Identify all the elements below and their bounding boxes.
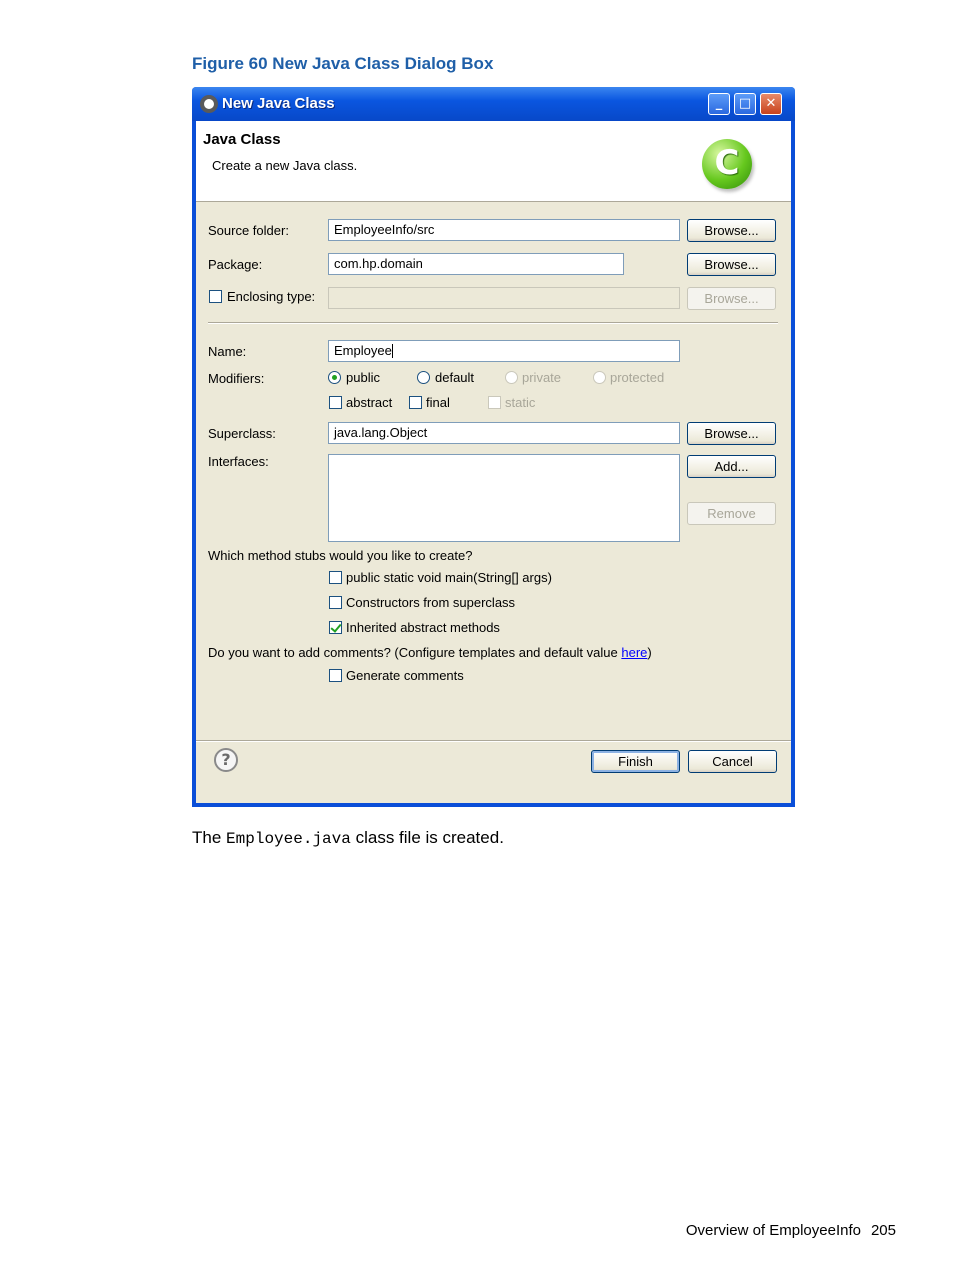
browse-package-button[interactable]: Browse... [687,253,776,276]
source-folder-label: Source folder: [208,223,289,238]
minimize-button[interactable]: _ [708,93,730,115]
enclosing-type-input [328,287,680,309]
class-file-name: Employee.java [226,830,351,848]
header-title: Java Class [203,131,281,148]
remove-interface-button: Remove [687,502,776,525]
name-input[interactable] [328,340,680,362]
interfaces-list[interactable] [328,454,680,542]
source-folder-input[interactable]: EmployeeInfo/src [328,219,680,241]
final-checkbox[interactable] [409,396,422,409]
final-checkbox-label: final [426,395,450,410]
page-footer [686,1222,896,1239]
package-label: Package: [208,257,263,272]
browse-source-folder-button[interactable]: Browse... [687,219,776,242]
title-bar[interactable] [192,87,795,121]
add-interface-button[interactable]: Add... [687,455,776,478]
eclipse-icon [200,95,218,113]
class-icon [702,139,752,189]
comments-question-end: ) [647,645,652,660]
dialog-body [196,121,791,803]
comments-question [208,645,652,660]
private-radio-label: private [522,370,562,385]
inherited-methods-checkbox[interactable] [329,621,342,634]
static-checkbox [488,396,501,409]
generate-comments-label: Generate comments [346,668,464,683]
generate-comments-checkbox[interactable] [329,669,342,682]
body-text-post: class file is created. [350,828,504,847]
page-number: 205 [870,1222,896,1239]
modifiers-label: Modifiers: [208,371,265,386]
figure-caption: Figure 60 New Java Class Dialog Box [192,54,494,73]
public-radio-label: public [346,370,380,385]
finish-button[interactable]: Finish [591,750,680,773]
inherited-methods-label: Inherited abstract methods [346,620,500,635]
dialog-header [196,121,791,202]
class-icon-letter: C [714,143,740,183]
configure-templates-link[interactable]: here [621,645,648,660]
interfaces-label: Interfaces: [208,454,269,469]
comments-question-text: Do you want to add comments? (Configure templates and default value [208,645,622,660]
abstract-checkbox-label: abstract [346,395,393,410]
public-radio[interactable] [328,371,341,384]
main-method-checkbox[interactable] [329,571,342,584]
name-label: Name: [208,344,247,359]
enclosing-type-checkbox[interactable] [209,290,222,303]
main-method-label: public static void main(String[] args) [346,570,552,585]
text-caret [392,344,393,358]
superclass-input[interactable]: java.lang.Object [328,422,680,444]
browse-superclass-button[interactable]: Browse... [687,422,776,445]
help-icon[interactable]: ? [214,748,238,772]
constructors-checkbox[interactable] [329,596,342,609]
separator [208,322,778,324]
header-subtitle: Create a new Java class. [212,158,358,173]
default-radio-label: default [435,370,475,385]
protected-radio [593,371,606,384]
private-radio [505,371,518,384]
maximize-button[interactable]: □ [734,93,756,115]
protected-radio-label: protected [610,370,665,385]
button-bar-separator [196,740,791,742]
footer-section: Overview of EmployeeInfo [685,1222,861,1239]
package-input[interactable]: com.hp.domain [328,253,624,275]
body-paragraph [192,828,504,848]
body-text-pre: The [192,828,227,847]
default-radio[interactable] [417,371,430,384]
new-java-class-dialog [192,87,795,807]
abstract-checkbox[interactable] [329,396,342,409]
static-checkbox-label: static [505,395,536,410]
cancel-button[interactable]: Cancel [688,750,777,773]
close-button[interactable]: ✕ [760,93,782,115]
name-value: Employee [334,343,392,358]
constructors-label: Constructors from superclass [346,595,516,610]
browse-enclosing-type-button: Browse... [687,287,776,310]
superclass-label: Superclass: [208,426,276,441]
method-stubs-question: Which method stubs would you like to create? [208,548,473,563]
enclosing-type-label: Enclosing type: [227,289,316,304]
window-title: New Java Class [222,95,335,112]
